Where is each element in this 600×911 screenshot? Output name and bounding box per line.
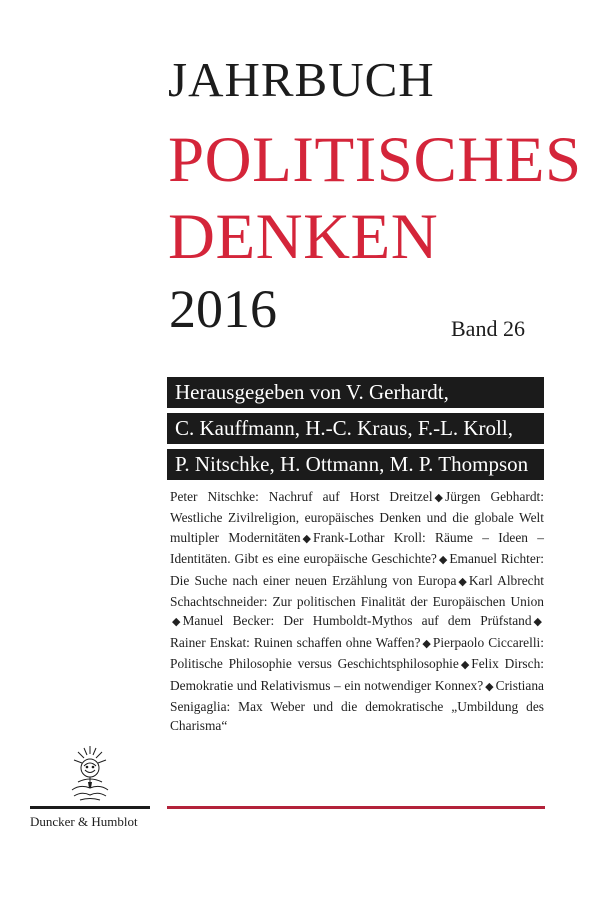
publisher-emblem-icon — [60, 742, 120, 806]
contents-entry: Pierpaolo Ciccarelli: Politische Philosophie versus Geschichtsphilosophie — [170, 634, 544, 672]
diamond-separator-icon: ◆ — [485, 680, 494, 693]
divider-black — [30, 806, 150, 809]
divider-red — [167, 806, 545, 809]
publisher-name: Duncker & Humblot — [30, 814, 138, 829]
diamond-separator-icon: ◆ — [172, 616, 181, 629]
contents-entry: Jürgen Gebhardt: Westliche Zivilreligion, europäisches Denken und die globale Welt multipler Modernitäten — [170, 489, 544, 545]
contents-entry: Emanuel Richter: Die Suche nach einer neuen Erzählung von Europa — [170, 551, 544, 588]
diamond-separator-icon: ◆ — [460, 659, 470, 672]
diamond-separator-icon: ◆ — [458, 575, 467, 588]
contents-entry: Cristiana Senigaglia: Max Weber und die demokratische „Umbildung des Charisma“ — [170, 677, 544, 734]
editors-line-2: C. Kauffmann, H.-C. Kraus, F.-L. Kroll, — [167, 413, 544, 444]
editors-line-3: P. Nitschke, H. Ottmann, M. P. Thompson — [167, 449, 544, 480]
table-of-contents — [170, 487, 544, 736]
diamond-separator-icon: ◆ — [302, 532, 312, 545]
contents-entry: Felix Dirsch: Demokratie und Relativismus – ein notwendiger Konnex? — [170, 656, 544, 693]
contents-entry: Karl Albrecht Schachtschneider: Zur politischen Finalität der Europäischen Union — [170, 572, 544, 610]
contents-entry: Manuel Becker: Der Humboldt-Mythos auf dem Prüfstand — [182, 613, 532, 629]
diamond-separator-icon: ◆ — [434, 492, 444, 504]
volume-label: Band 26 — [451, 316, 525, 341]
title-denken: DENKEN — [168, 201, 439, 273]
title-jahrbuch: JAHRBUCH — [168, 52, 435, 107]
year: 2016 — [169, 279, 277, 339]
contents-entry: Rainer Enskat: Ruinen schaffen ohne Waffen? — [170, 634, 421, 650]
contents-entry: Peter Nitschke: Nachruf auf Horst Dreitzel — [170, 489, 433, 504]
diamond-separator-icon: ◆ — [533, 616, 542, 629]
title-politisches: POLITISCHES — [168, 124, 582, 196]
diamond-separator-icon: ◆ — [422, 637, 431, 650]
editors-line-1: Herausgegeben von V. Gerhardt, — [167, 377, 544, 408]
diamond-separator-icon: ◆ — [438, 554, 448, 567]
contents-entry: Frank-Lothar Kroll: Räume – Ideen – Identitäten. Gibt es eine europäische Geschichte? — [170, 529, 544, 567]
